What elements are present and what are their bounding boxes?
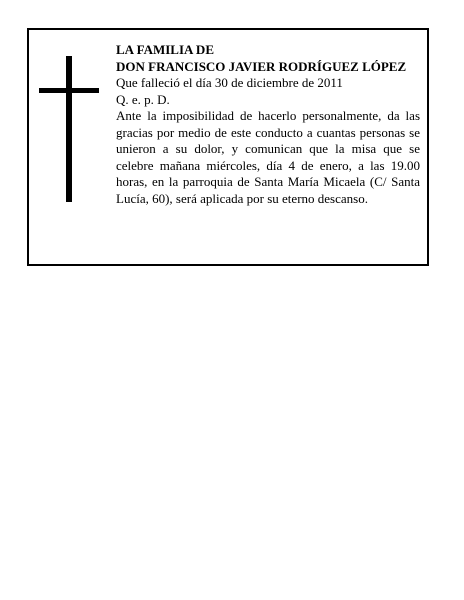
family-line: LA FAMILIA DE xyxy=(116,42,214,57)
notice-text-block xyxy=(116,42,426,207)
cross-vertical-bar xyxy=(66,56,72,202)
obituary-notice xyxy=(27,28,429,266)
notice-body: Ante la imposibilidad de hacerlo personalmente, da las gracias por medio de este conducto a cuantas personas se unieron a su dolor, y comunican que la misa que se celebre mañana miércoles, día 4 de enero, a las 19.00 horas, en la parroquia de Santa María Micaela (C/ Santa Lucía, 60), será aplicada por su eterno descanso. xyxy=(116,108,420,206)
cross-icon xyxy=(39,56,99,202)
cross-horizontal-bar xyxy=(39,88,99,93)
death-date-line: Que falleció el día 30 de diciembre de 2011 xyxy=(116,75,343,90)
qepd-line: Q. e. p. D. xyxy=(116,91,170,107)
deceased-name: DON FRANCISCO JAVIER RODRÍGUEZ LÓPEZ xyxy=(116,58,407,74)
